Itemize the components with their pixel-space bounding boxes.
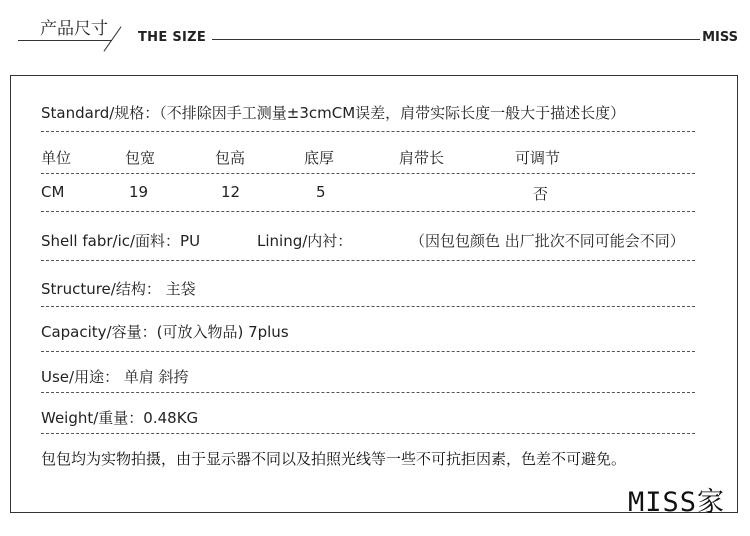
page-subtitle: THE SIZE bbox=[138, 30, 207, 45]
divider bbox=[41, 351, 695, 352]
table-value-unit: CM bbox=[41, 183, 65, 201]
table-header-height: 包高 bbox=[215, 149, 246, 167]
header-divider-left bbox=[18, 40, 112, 41]
brand-logo: MISS家 bbox=[627, 487, 725, 518]
table-value-height: 12 bbox=[221, 183, 241, 201]
spec-card bbox=[10, 75, 738, 518]
divider bbox=[41, 260, 695, 261]
table-header-width: 包宽 bbox=[125, 149, 156, 167]
divider bbox=[41, 433, 695, 434]
header-divider-right bbox=[212, 39, 700, 40]
header-brand: MISS bbox=[702, 30, 738, 45]
table-header-strap: 肩带长 bbox=[399, 149, 445, 167]
use-line: Use/用途： 单肩 斜挎 bbox=[41, 368, 189, 386]
table-value-adjustable: 否 bbox=[533, 185, 549, 203]
table-value-width: 19 bbox=[129, 183, 149, 201]
divider bbox=[41, 131, 695, 132]
standard-line: Standard/规格：（不排除因手工测量±3cmCM误差，肩带实际长度一般大于描述长度） bbox=[41, 104, 626, 122]
table-header-unit: 单位 bbox=[41, 149, 72, 167]
page-title: 产品尺寸 bbox=[40, 19, 108, 39]
capacity-line: Capacity/容量：(可放入物品) 7plus bbox=[41, 323, 289, 341]
lining: Lining/内衬： bbox=[257, 232, 353, 250]
disclaimer: 包包均为实物拍摄，由于显示器不同以及拍照光线等一些不可抗拒因素，色差不可避免。 bbox=[41, 450, 627, 468]
color-note: （因包包颜色 出厂批次不同可能会不同） bbox=[410, 232, 685, 250]
divider bbox=[41, 211, 695, 212]
divider bbox=[41, 173, 695, 174]
divider bbox=[41, 392, 695, 393]
table-header-adjustable: 可调节 bbox=[515, 149, 561, 167]
divider bbox=[41, 306, 695, 307]
table-header-depth: 底厚 bbox=[304, 149, 335, 167]
shell-fabric: Shell fabr/ic/面料：PU bbox=[41, 232, 201, 250]
table-value-depth: 5 bbox=[316, 183, 326, 201]
weight-line: Weight/重量：0.48KG bbox=[41, 409, 199, 427]
structure-line: Structure/结构： 主袋 bbox=[41, 280, 196, 298]
